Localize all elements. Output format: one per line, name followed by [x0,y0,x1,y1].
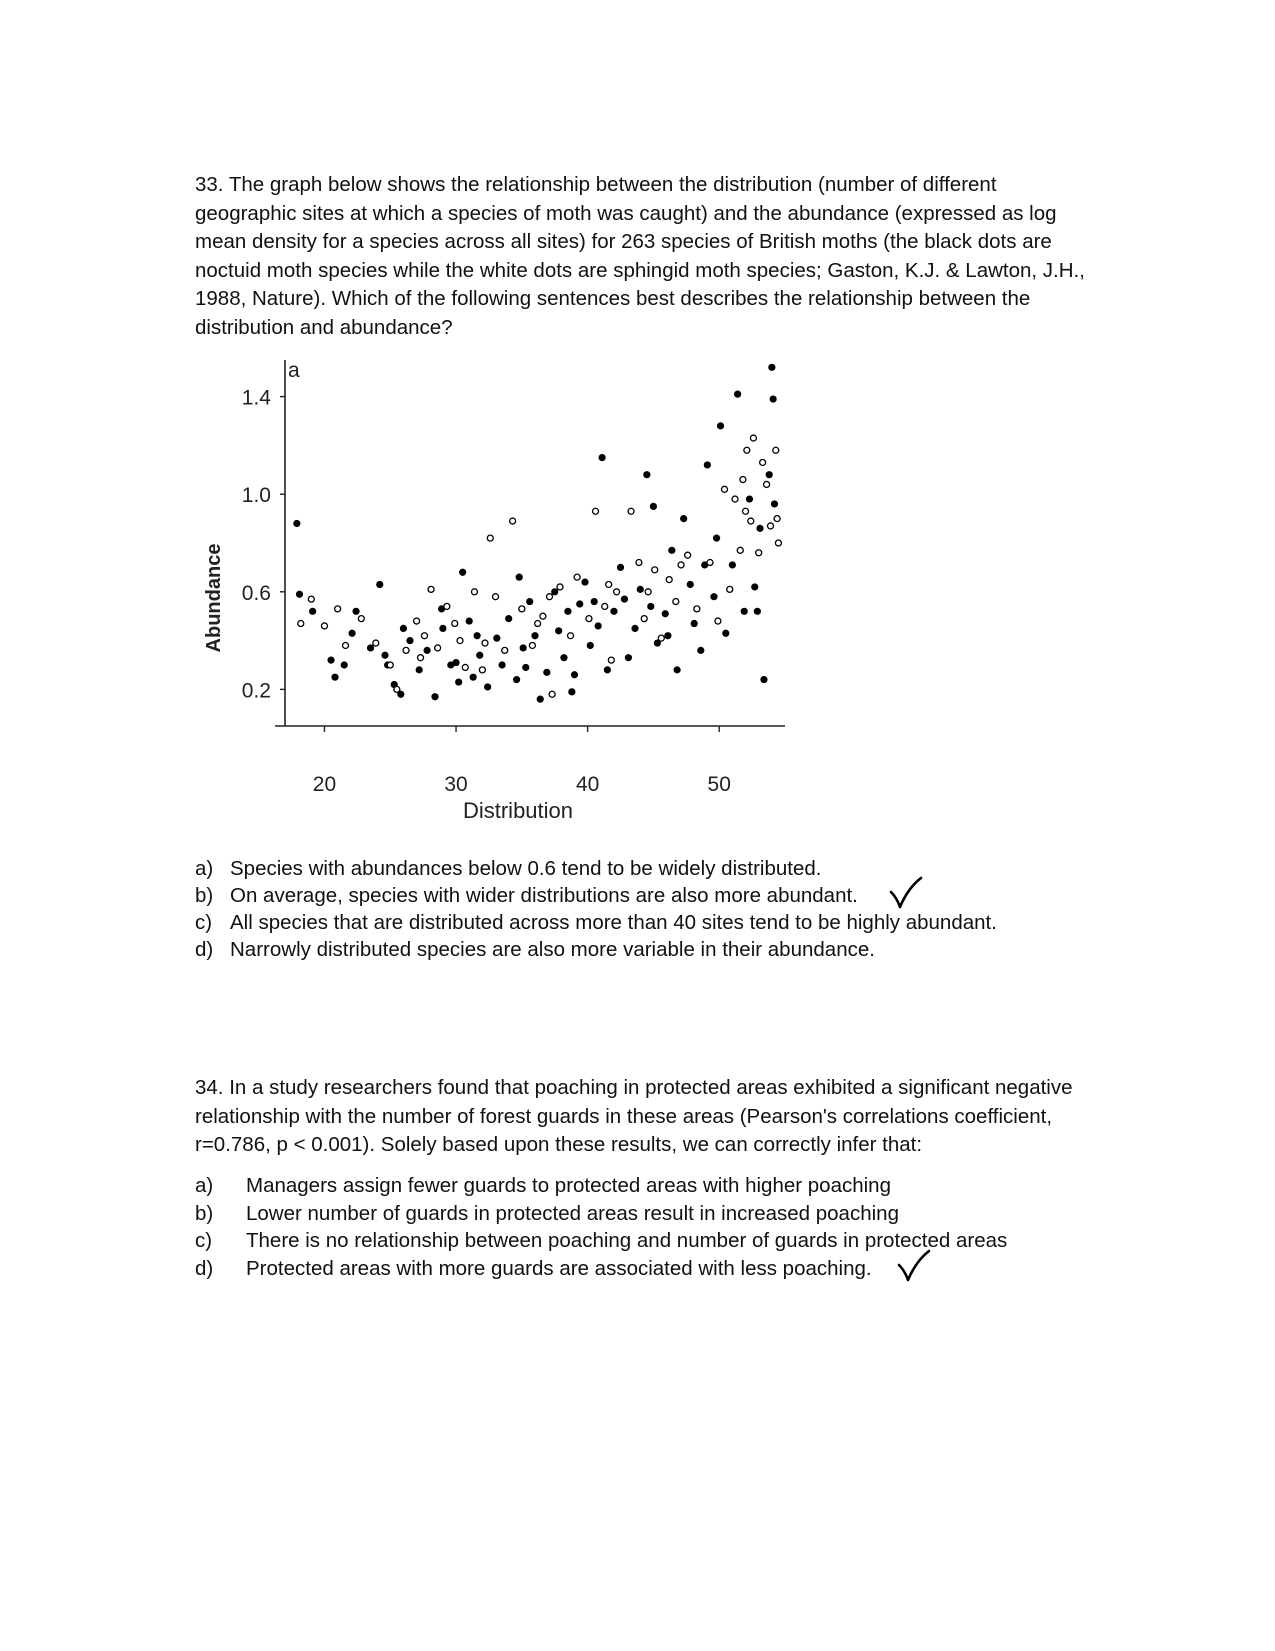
data-point-white [479,667,485,673]
data-point-white [428,586,434,592]
data-point-white [321,623,327,629]
data-point-white [493,594,499,600]
data-point-white [606,581,612,587]
data-point-black [381,652,388,659]
data-point-white [462,664,468,670]
data-point-white [414,618,420,624]
data-point-black [637,586,644,593]
option-text: On average, species with wider distributions are also more abundant. [230,884,858,907]
data-point-white [487,535,493,541]
data-point-white [774,516,780,522]
data-point-black [591,598,598,605]
data-point-black [537,696,544,703]
data-point-white [394,686,400,692]
data-point-black [493,635,500,642]
data-point-white [418,655,424,661]
scatter-chart [200,360,810,830]
data-point-white [568,633,574,639]
data-point-black [505,615,512,622]
data-point-black [664,632,671,639]
data-point-white [510,518,516,524]
chart-axes [242,360,785,796]
data-point-black [400,625,407,632]
data-point-white [764,481,770,487]
data-point-black [526,598,533,605]
chart-points [293,364,781,703]
data-point-black [599,454,606,461]
data-point-black [729,561,736,568]
x-tick-label: 50 [707,773,731,796]
data-point-black [331,674,338,681]
data-point-black [352,608,359,615]
data-point-black [474,632,481,639]
option-text: All species that are distributed across more than 40 sites tend to be highly abundant. [230,911,997,934]
data-point-black [576,600,583,607]
data-point-white [658,635,664,641]
y-tick-label: 0.2 [241,679,271,703]
data-point-white [645,589,651,595]
option-text: Managers assign fewer guards to protected areas with higher poaching [246,1174,891,1197]
data-point-white [586,616,592,622]
data-point-white [335,606,341,612]
data-point-black [327,657,334,664]
data-point-white [358,616,364,622]
data-point-black [697,647,704,654]
data-point-white [773,447,779,453]
data-point-black [459,569,466,576]
checkmark-icon [888,876,924,912]
data-point-black [722,630,729,637]
data-point-white [502,647,508,653]
data-point-white [529,642,535,648]
data-point-black [513,676,520,683]
data-point-black [516,574,523,581]
data-point-white [740,477,746,483]
option-text: Species with abundances below 0.6 tend to be widely distributed. [230,857,822,880]
data-point-white [557,584,563,590]
data-point-white [685,552,691,558]
data-point-white [737,547,743,553]
option-text: Narrowly distributed species are also more variable in their abundance. [230,938,875,961]
option-letter: a) [195,857,214,880]
data-point-white [482,640,488,646]
panel-label: a [288,360,300,382]
data-point-white [760,459,766,465]
data-point-white [628,508,634,514]
data-point-black [617,564,624,571]
data-point-white [549,691,555,697]
option-text: There is no relationship between poaching and number of guards in protected areas [246,1229,1008,1252]
y-tick-label: 1.0 [241,484,271,508]
data-point-black [466,617,473,624]
data-point-black [581,578,588,585]
data-point-black [424,647,431,654]
data-point-white [768,523,774,529]
data-point-white [744,447,750,453]
data-point-black [647,603,654,610]
y-axis-title: Abundance [203,543,225,653]
data-point-black [564,608,571,615]
data-point-white [614,589,620,595]
data-point-white [641,616,647,622]
question-33-text: 33. The graph below shows the relationship between the distribution (number of different geographic sites at which a species of moth was caught) and the abundance (expressed as log mean density for a species across all sites) for 263 species of British moths (the black dots are noctuid moth species while the white dots are sphingid moth species; Gaston, K.J. & Lawton, J.H., 1988, Nature). Which of the following sentences best describes the relationship between the distribution and abundance? [195,173,1085,339]
data-point-white [546,594,552,600]
data-point-white [373,640,379,646]
data-point-white [457,638,463,644]
data-point-black [543,669,550,676]
option-text: Protected areas with more guards are associated with less poaching. [246,1257,872,1280]
option-letter: b) [195,884,214,907]
data-point-white [694,606,700,612]
data-point-black [406,637,413,644]
data-point-white [519,606,525,612]
data-point-black [625,654,632,661]
data-point-black [674,666,681,673]
data-point-black [499,661,506,668]
data-point-white [308,596,314,602]
data-point-white [756,550,762,556]
data-point-black [771,500,778,507]
data-point-black [568,688,575,695]
data-point-black [595,622,602,629]
checkmark-icon [896,1249,932,1285]
option-letter: a) [195,1174,214,1197]
data-point-black [680,515,687,522]
data-point-black [555,627,562,634]
data-point-black [621,596,628,603]
data-point-black [571,671,578,678]
data-point-black [687,581,694,588]
data-point-black [484,683,491,690]
y-tick-label: 1.4 [241,386,271,410]
data-point-black [710,593,717,600]
option-text: Lower number of guards in protected areas result in increased poaching [246,1202,899,1225]
data-point-white [298,621,304,627]
data-point-black [704,461,711,468]
data-point-black [754,608,761,615]
data-point-black [756,525,763,532]
data-point-black [751,583,758,590]
data-point-black [766,471,773,478]
data-point-black [341,661,348,668]
data-point-white [540,613,546,619]
option-letter: c) [195,1229,213,1252]
data-point-black [376,581,383,588]
data-point-white [775,540,781,546]
option-letter: c) [195,911,213,934]
data-point-white [574,574,580,580]
data-point-white [666,577,672,583]
data-point-white [748,518,754,524]
data-point-black [631,625,638,632]
data-point-black [560,654,567,661]
data-point-black [770,395,777,402]
data-point-white [721,486,727,492]
data-point-black [610,608,617,615]
data-point-white [435,645,441,651]
data-point-white [743,508,749,514]
data-point-black [691,620,698,627]
data-point-white [452,621,458,627]
x-axis-title: Distribution [462,798,574,823]
data-point-white [471,589,477,595]
data-point-black [452,659,459,666]
x-tick-label: 20 [312,773,337,796]
data-point-white [444,603,450,609]
data-point-white [732,496,738,502]
data-point-black [476,652,483,659]
data-point-black [746,495,753,502]
option-letter: b) [195,1202,214,1225]
data-point-white [387,662,393,668]
data-point-white [715,618,721,624]
data-point-white [678,562,684,568]
data-point-black [520,644,527,651]
data-point-black [296,591,303,598]
data-point-white [673,599,679,605]
data-point-white [652,567,658,573]
data-point-white [707,560,713,566]
x-tick-label: 40 [575,773,600,796]
question-34-text: 34. In a study researchers found that poaching in protected areas exhibited a significant negative relationship with the number of forest guards in these areas (Pearson's correlations coefficient, r=0.786, p < 0.001). Solely based upon these results, we can correctly infer that: [195,1076,1073,1156]
data-point-black [309,608,316,615]
data-point-white [535,621,541,627]
data-point-black [662,610,669,617]
x-tick-label: 30 [444,773,468,796]
data-point-black [439,625,446,632]
data-point-black [713,535,720,542]
data-point-black [431,693,438,700]
data-point-white [421,633,427,639]
data-point-black [668,547,675,554]
y-tick-label: 0.6 [241,581,271,605]
data-point-black [531,632,538,639]
data-point-black [587,642,594,649]
data-point-white [593,508,599,514]
data-point-black [760,676,767,683]
data-point-white [608,657,614,663]
data-point-black [717,422,724,429]
data-point-white [343,642,349,648]
option-letter: d) [195,938,214,961]
data-point-black [768,364,775,371]
data-point-white [403,647,409,653]
data-point-white [750,435,756,441]
data-point-black [741,608,748,615]
data-point-black [734,391,741,398]
data-point-white [636,560,642,566]
option-letter: d) [195,1257,214,1280]
data-point-black [455,678,462,685]
data-point-black [522,664,529,671]
data-point-black [643,471,650,478]
data-point-black [604,666,611,673]
data-point-black [470,674,477,681]
data-point-black [416,666,423,673]
data-point-white [602,603,608,609]
data-point-black [650,503,657,510]
data-point-black [349,630,356,637]
data-point-black [293,520,300,527]
data-point-white [727,586,733,592]
